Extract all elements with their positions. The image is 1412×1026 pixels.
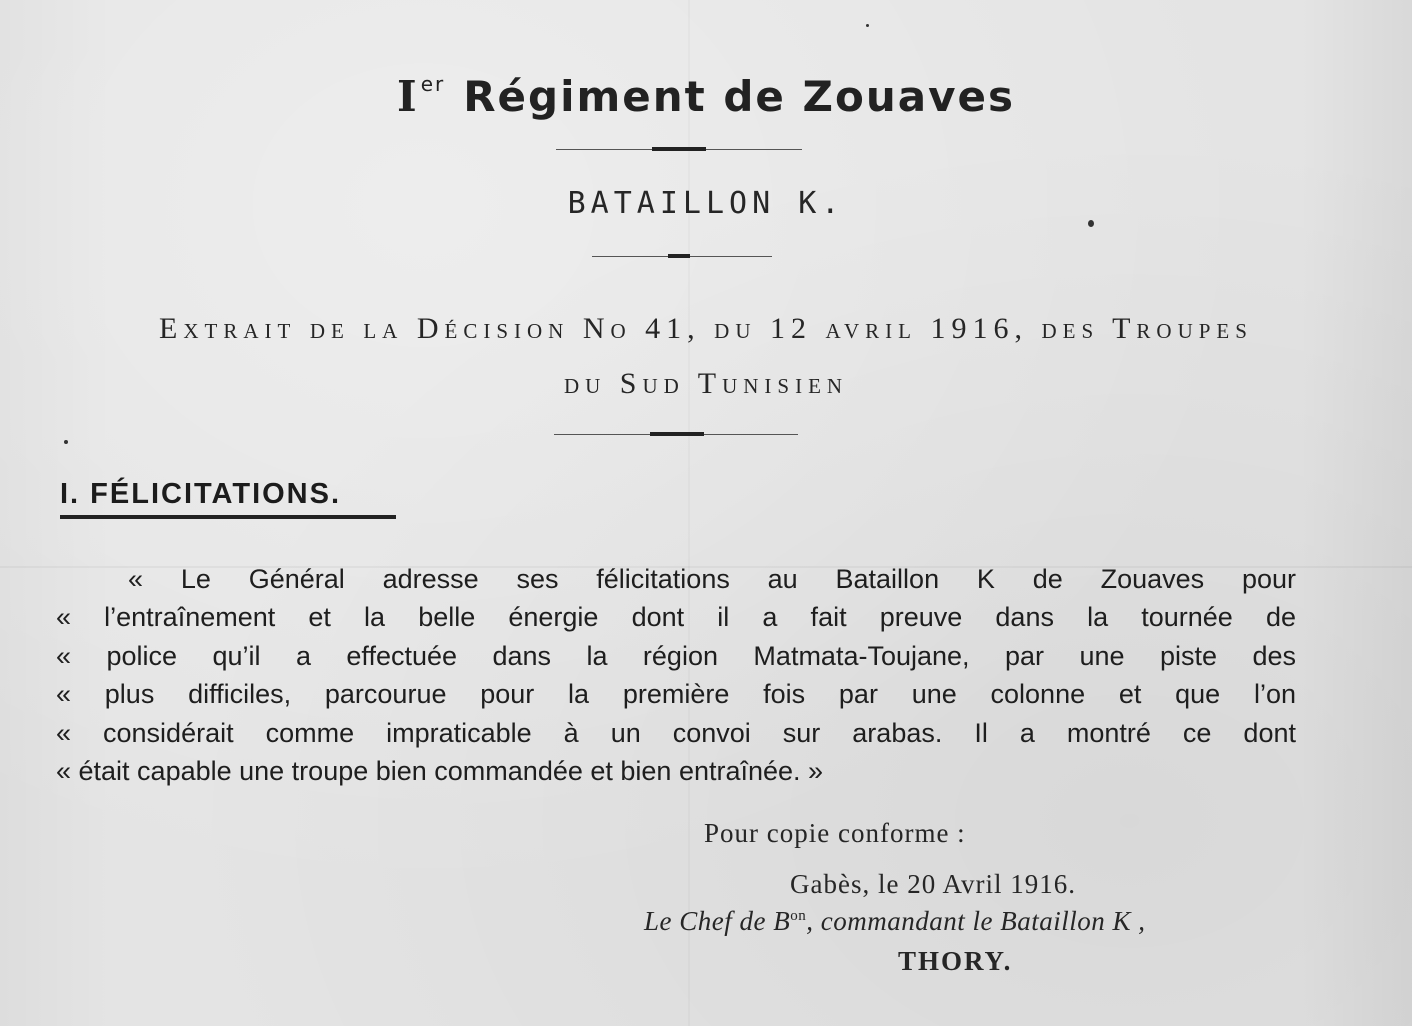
ink-speck (1088, 220, 1094, 227)
copy-conforme-line: Pour copie conforme : (704, 818, 966, 848)
citation-line: « considérait comme impraticable à un convoi sur arabas. Il a montré ce dont (56, 717, 1296, 748)
battalion-divider-ornament (668, 254, 690, 258)
ink-speck (866, 24, 869, 27)
signatory-title-prefix: Le Chef de B (644, 906, 791, 936)
extract-line-2: du Sud Tunisien (563, 367, 849, 400)
citation-line: « police qu’il a effectuée dans la région Matmata-Toujane, par une piste des (56, 640, 1296, 671)
signatory-title-superscript: on (790, 908, 807, 924)
signatory-title (644, 906, 1145, 937)
place-date-line: Gabès, le 20 Avril 1916. (790, 869, 1076, 899)
citation-line: « était capable une troupe bien commandée et bien entraînée. » (56, 756, 824, 787)
signatory-title-suffix: , commandant le Bataillon K , (806, 906, 1146, 936)
battalion-title: BATAILLON K. (567, 186, 845, 221)
extract-divider-bar (650, 432, 704, 436)
regiment-name: Régiment de Zouaves (463, 72, 1015, 121)
citation-line: « l’entraînement et la belle énergie dont il a fait preuve dans la tournée de (56, 602, 1296, 633)
regiment-number: I (397, 72, 419, 121)
section-heading-underline (60, 515, 396, 519)
section-heading: I. FÉLICITATIONS. (60, 478, 342, 510)
citation-line: « Le Général adresse ses félicitations au Bataillon K de Zouaves pour (128, 564, 1296, 594)
title-divider-bar (652, 147, 706, 151)
regiment-number-suffix: er (420, 72, 446, 96)
ink-speck (64, 440, 68, 444)
citation-line: « plus difficiles, parcourue pour la première fois par une colonne et que l’on (56, 679, 1296, 710)
signatory-name: THORY. (898, 946, 1013, 976)
regiment-title (0, 72, 1412, 121)
paper-fold-vertical (688, 0, 690, 1026)
citation-body (56, 560, 1296, 790)
extract-line-1: Extrait de la Décision No 41, du 12 avril 1916, des Troupes (159, 312, 1253, 345)
